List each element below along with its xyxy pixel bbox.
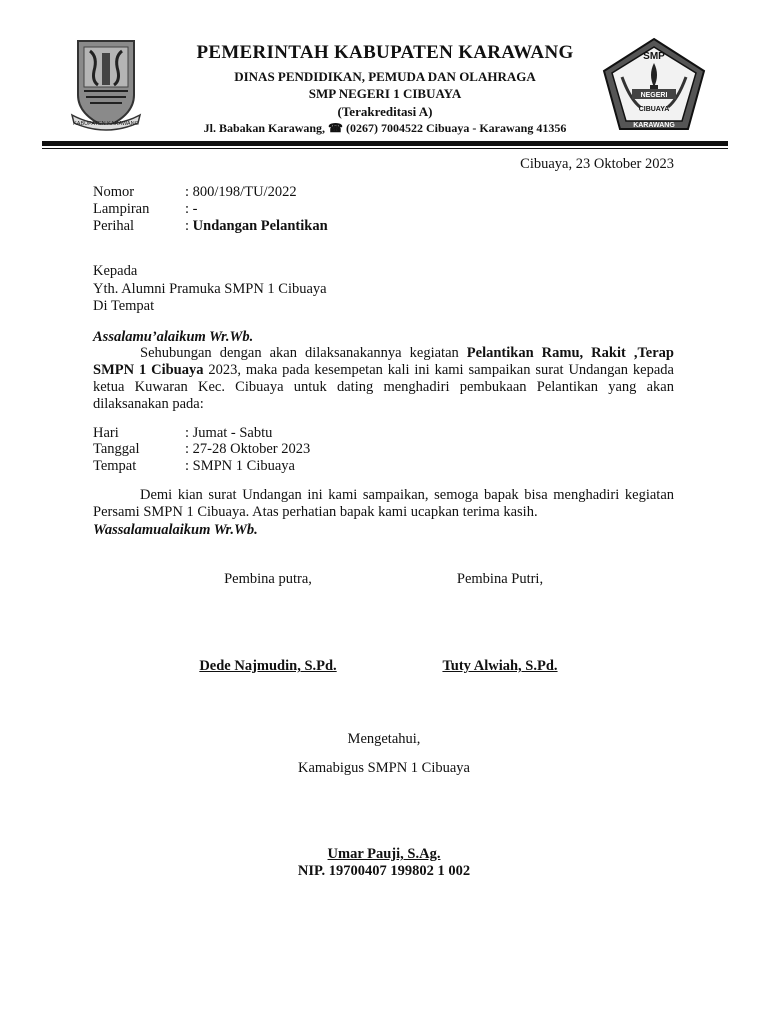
svg-text:SMP: SMP (643, 51, 665, 62)
body1-text-c: 2023, maka pada kesempetan kali ini kami sampaikan surat Undangan kepada ketua Kuwaran Kec. Cibuaya untuk dating menghadiri pembukaan Pelantikan yang akan dilaksanakan pada: (93, 362, 674, 412)
meta-label-lampiran: Lampiran (93, 201, 150, 217)
closing: Wassalamualaikum Wr.Wb. (93, 522, 258, 538)
schedule-value-tempat: : SMPN 1 Cibuaya (185, 458, 295, 474)
schedule-value-tanggal: : 27-28 Oktober 2023 (185, 441, 311, 457)
acknowledge-label: Mengetahui, (347, 731, 421, 747)
schedule-label-tanggal: Tanggal (93, 441, 140, 457)
address-suffix: (0267) 7004522 Cibuaya - Karawang 41356 (345, 121, 567, 135)
svg-text:CIBUAYA: CIBUAYA (638, 106, 670, 113)
department-name: DINAS PENDIDIKAN, PEMUDA DAN OLAHRAGA (234, 69, 536, 84)
school-address (150, 121, 620, 136)
letter-date: Cibuaya, 23 Oktober 2023 (520, 156, 674, 172)
svg-text:KABUPATEN KARAWANG: KABUPATEN KARAWANG (73, 121, 139, 127)
right-signer-title: Pembina Putri, (456, 571, 544, 587)
schedule-label-hari: Hari (93, 425, 119, 441)
school-name: SMP NEGERI 1 CIBUAYA (308, 86, 462, 101)
head-name: Umar Pauji, S.Ag. (327, 846, 441, 862)
left-signer-title: Pembina putra, (224, 571, 312, 587)
meta-value-nomor: : 800/198/TU/2022 (185, 184, 297, 200)
letterhead-divider-thin (42, 148, 728, 149)
right-signer-name: Tuty Alwiah, S.Pd. (442, 658, 558, 674)
head-title: Kamabigus SMPN 1 Cibuaya (298, 760, 470, 776)
left-signer-name: Dede Najmudin, S.Pd. (199, 658, 337, 674)
perihal-subject: Undangan Pelantikan (192, 218, 328, 234)
perihal-colon: : (185, 218, 193, 234)
meta-label-nomor: Nomor (93, 184, 135, 200)
letterhead-divider-thick (42, 141, 728, 146)
head-nip: NIP. 19700407 199802 1 002 (297, 863, 471, 879)
body1-text-a: Sehubungan dengan akan dilaksanakannya kegiatan (140, 345, 467, 361)
schedule-label-tempat: Tempat (93, 458, 137, 474)
greeting: Assalamu’alaikum Wr.Wb. (93, 329, 254, 345)
meta-value-perihal (185, 218, 328, 235)
schedule-value-hari: : Jumat - Sabtu (185, 425, 273, 441)
body1-event-name: Pelantikan Ramu, Rakit ,Terap SMPN 1 Cibuaya (93, 345, 674, 378)
karawang-crest-logo (68, 37, 144, 133)
government-title: PEMERINTAH KABUPATEN KARAWANG (196, 42, 574, 63)
telephone-icon: ☎ (328, 121, 343, 135)
meta-value-lampiran: : - (185, 201, 198, 217)
address-prefix: Jl. Babakan Karawang, (203, 121, 326, 135)
recipient-line-2: Yth. Alumni Pramuka SMPN 1 Cibuaya (93, 281, 327, 297)
svg-text:NEGERI: NEGERI (640, 92, 668, 99)
karawang-regency-crest-icon (68, 37, 144, 133)
body-paragraph-2 (93, 487, 674, 521)
meta-label-perihal: Perihal (93, 218, 135, 234)
body-paragraph-1 (93, 345, 674, 413)
recipient-line-3: Di Tempat (93, 298, 155, 314)
svg-text:KARAWANG: KARAWANG (633, 122, 675, 129)
accreditation: (Terakreditasi A) (337, 104, 433, 119)
body2-text: Demi kian surat Undangan ini kami sampaikan, semoga bapak bisa menghadiri kegiatan Persami SMPN 1 Cibuaya. Atas perhatian bapak kami ucapkan terima kasih. (93, 487, 674, 520)
recipient-line-1: Kepada (93, 263, 138, 279)
